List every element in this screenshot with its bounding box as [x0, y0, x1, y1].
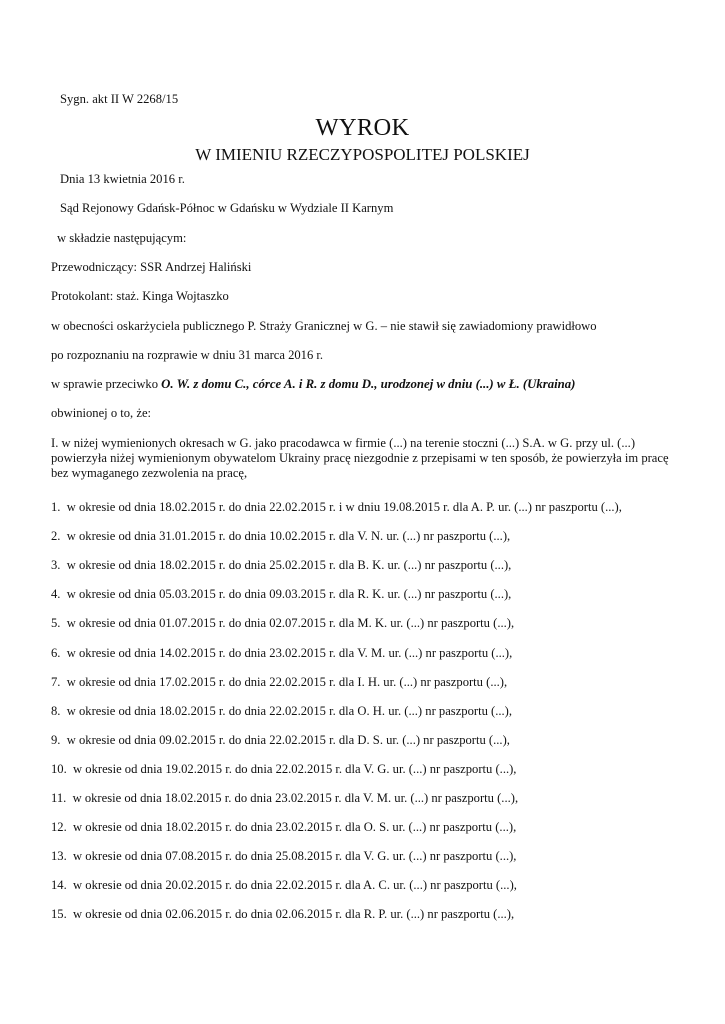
list-item-text: w okresie od dnia 18.02.2015 r. do dnia 23.02.2015 r. dla O. S. ur. (...) nr paszportu (...), [73, 820, 517, 835]
list-item [51, 530, 510, 543]
list-item-number: 8. [51, 703, 61, 718]
case-prefix: w sprawie przeciwko [51, 377, 162, 391]
list-item-text: w okresie od dnia 01.07.2015 r. do dnia 02.07.2015 r. dla M. K. ur. (...) nr paszportu (...), [66, 616, 515, 631]
list-item-number: 5. [51, 616, 61, 631]
list-item-number: 10. [51, 761, 67, 776]
list-item [51, 821, 516, 834]
list-item [51, 908, 514, 921]
list-item [51, 792, 518, 805]
case-signature: Sygn. akt II W 2268/15 [60, 92, 179, 106]
list-item-text: w okresie od dnia 05.03.2015 r. do dnia 09.03.2015 r. dla R. K. ur. (...) nr paszportu (...), [66, 587, 512, 602]
accused-name: O. W. z domu C., córce A. i R. z domu D., urodzonej w dniu (...) w Ł. (Ukraina) [161, 377, 576, 391]
court-composition: w składzie następującym: [57, 231, 187, 245]
list-item [51, 617, 514, 630]
accusation-intro: obwinionej o to, że: [51, 406, 152, 420]
list-item [51, 647, 512, 660]
list-item-text: w okresie od dnia 17.02.2015 r. do dnia 22.02.2015 r. dla I. H. ur. (...) nr paszportu (...), [66, 674, 508, 689]
list-item-number: 14. [51, 878, 67, 893]
list-item-text: w okresie od dnia 18.02.2015 r. do dnia 23.02.2015 r. dla V. M. ur. (...) nr paszportu (...), [72, 791, 519, 805]
court-name: Sąd Rejonowy Gdańsk-Północ w Gdańsku w Wydziale II Karnym [60, 201, 394, 215]
list-item-number: 2. [51, 529, 61, 544]
list-item-text: w okresie od dnia 18.02.2015 r. do dnia 22.02.2015 r. i w dniu 19.08.2015 r. dla A. P. ur. (...) nr paszportu (...), [66, 500, 622, 514]
list-item [51, 879, 517, 892]
case-against [51, 378, 575, 391]
list-item-text: w okresie od dnia 14.02.2015 r. do dnia 23.02.2015 r. dla V. M. ur. (...) nr paszportu (...), [66, 645, 513, 660]
list-item-number: 7. [51, 674, 61, 689]
list-item-text: w okresie od dnia 20.02.2015 r. do dnia 22.02.2015 r. dla A. C. ur. (...) nr paszportu (...), [73, 878, 517, 893]
list-item [51, 588, 511, 601]
charge-paragraph: I. w niżej wymienionych okresach w G. jako pracodawca w firmie (...) na terenie stoczni (...) S.A. w G. przy ul. (...) powierzyła niżej wymienionym obywatelom Ukrainy pracę niezgodnie z przepisami w ten sposób, że powierzyła im pracę bez wymaganego zezwolenia na pracę, [51, 436, 669, 480]
judgment-date: Dnia 13 kwietnia 2016 r. [60, 172, 185, 186]
list-item-text: w okresie od dnia 09.02.2015 r. do dnia 22.02.2015 r. dla D. S. ur. (...) nr paszportu (...), [66, 732, 510, 747]
list-item [51, 559, 511, 572]
document-title: WYROK [315, 114, 410, 141]
list-item-number: 4. [51, 587, 61, 602]
list-item-text: w okresie od dnia 18.02.2015 r. do dnia 22.02.2015 r. dla O. H. ur. (...) nr paszportu (...), [66, 703, 513, 718]
list-item-number: 15. [51, 907, 67, 922]
prosecutor-presence: w obecności oskarżyciela publicznego P. Straży Granicznej w G. – nie stawił się zawiadomiony prawidłowo [51, 319, 597, 333]
list-item-number: 12. [51, 820, 67, 835]
list-item-text: w okresie od dnia 02.06.2015 r. do dnia 02.06.2015 r. dla R. P. ur. (...) nr paszportu (...), [73, 907, 515, 922]
list-item-number: 9. [51, 732, 61, 747]
list-item [51, 501, 622, 514]
list-item [51, 850, 516, 863]
list-item-text: w okresie od dnia 07.08.2015 r. do dnia 25.08.2015 r. dla V. G. ur. (...) nr paszportu (...), [73, 849, 517, 864]
list-item-number: 3. [51, 558, 61, 573]
list-item [51, 763, 516, 776]
list-item-number: 13. [51, 849, 67, 864]
list-item [51, 676, 507, 689]
hearing-date: po rozpoznaniu na rozprawie w dniu 31 marca 2016 r. [51, 348, 324, 362]
list-item-text: w okresie od dnia 31.01.2015 r. do dnia 10.02.2015 r. dla V. N. ur. (...) nr paszportu (...), [66, 529, 511, 544]
list-item-text: w okresie od dnia 18.02.2015 r. do dnia 25.02.2015 r. dla B. K. ur. (...) nr paszportu (...), [66, 558, 512, 573]
court-clerk: Protokolant: staż. Kinga Wojtaszko [51, 289, 229, 303]
list-item [51, 705, 512, 718]
document-subtitle: W IMIENIU RZECZYPOSPOLITEJ POLSKIEJ [195, 145, 530, 164]
list-item-text: w okresie od dnia 19.02.2015 r. do dnia 22.02.2015 r. dla V. G. ur. (...) nr paszportu (...), [73, 761, 517, 776]
presiding-judge: Przewodniczący: SSR Andrzej Haliński [51, 260, 252, 274]
list-item [51, 734, 510, 747]
list-item-number: 1. [51, 500, 61, 514]
list-item-number: 6. [51, 645, 61, 660]
list-item-number: 11. [51, 791, 67, 805]
